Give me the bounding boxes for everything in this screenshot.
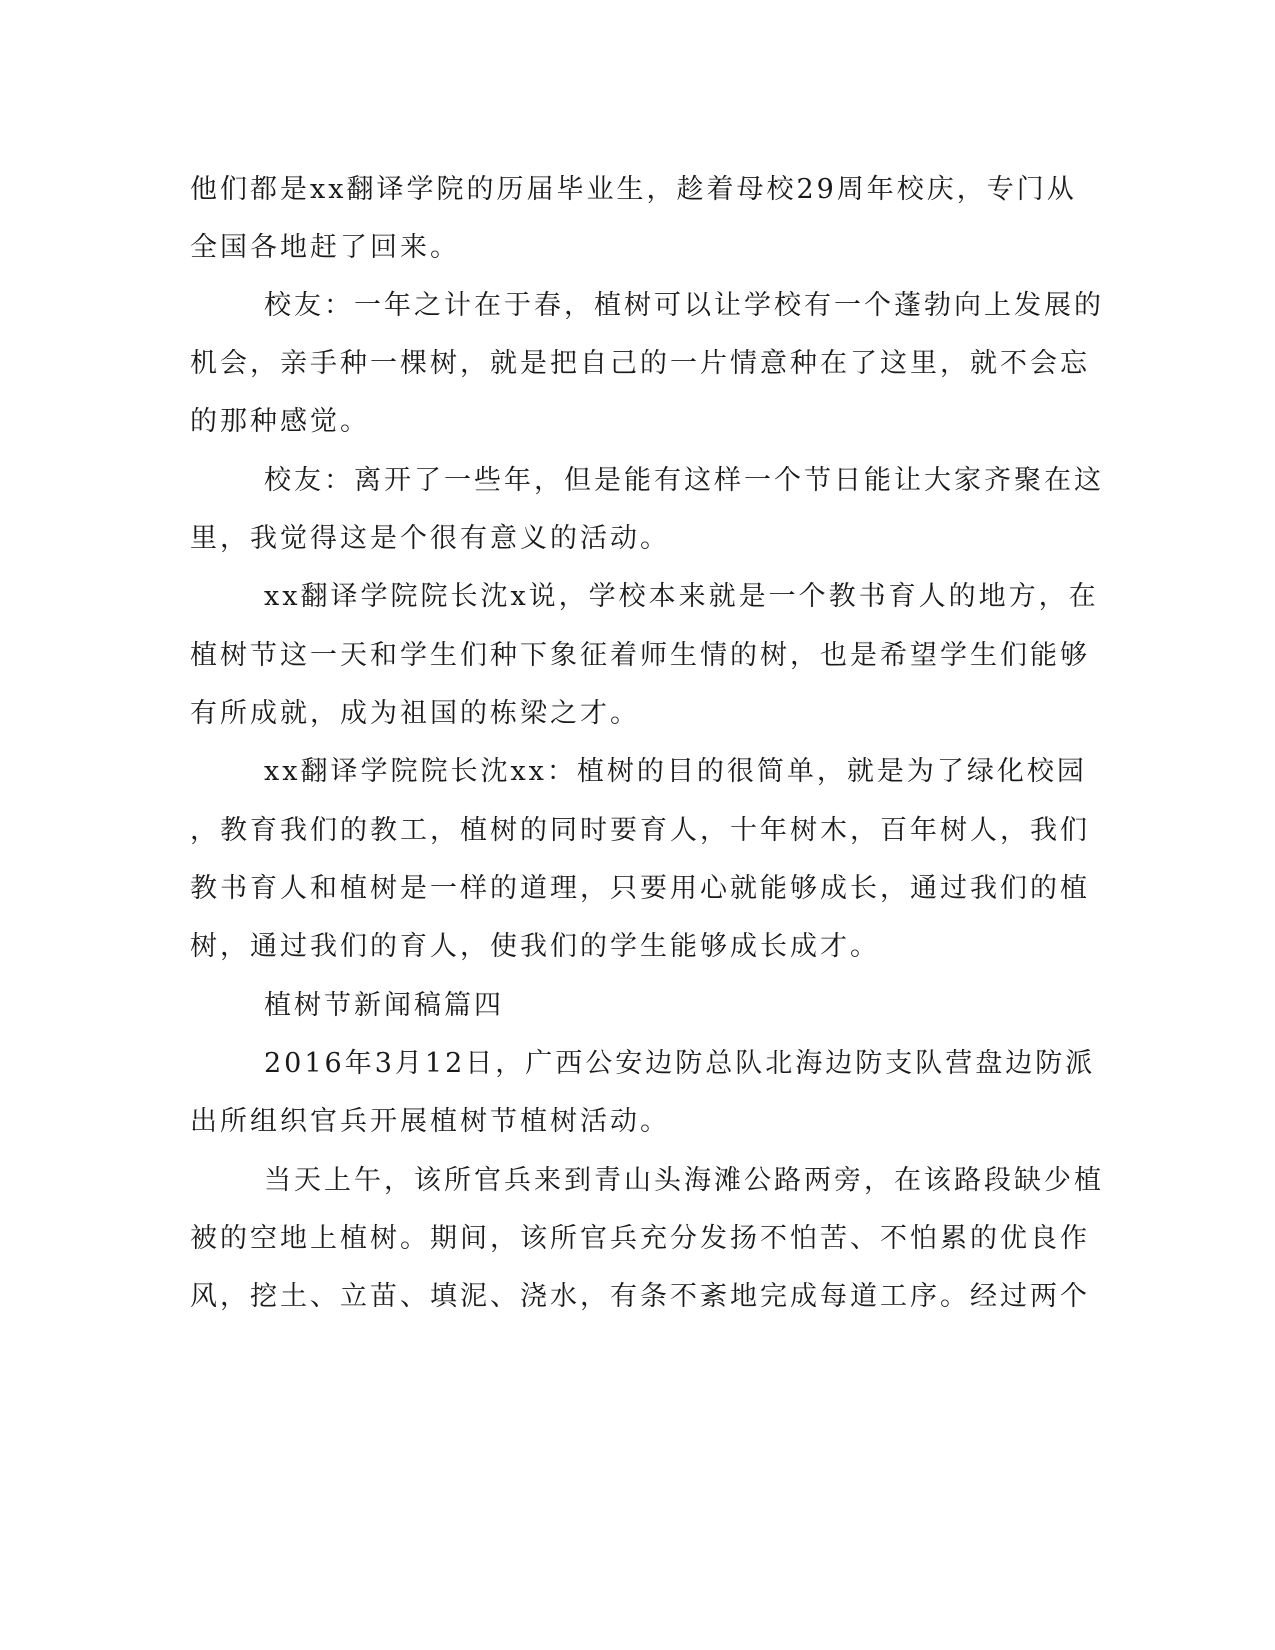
text-line: xx翻译学院院长沈xx：植树的目的很简单，就是为了绿化校园	[264, 756, 1087, 787]
text-line: xx翻译学院院长沈x说，学校本来就是一个教书育人的地方，在	[264, 581, 1099, 612]
section-heading: 植树节新闻稿篇四	[264, 990, 504, 1021]
text-line: 他们都是xx翻译学院的历届毕业生，趁着母校29周年校庆，专门从	[190, 174, 1077, 205]
text-line: 校友：离开了一些年，但是能有这样一个节日能让大家齐聚在这	[264, 465, 1104, 496]
text-line: ，教育我们的教工，植树的同时要育人，十年树木，百年树人，我们	[190, 815, 1090, 846]
text-line: 里，我觉得这是个很有意义的活动。	[190, 523, 670, 554]
text-line: 2016年3月12日，广西公安边防总队北海边防支队营盘边防派	[264, 1048, 1096, 1079]
text-line: 植树节这一天和学生们种下象征着师生情的树，也是希望学生们能够	[190, 640, 1090, 671]
text-line: 树，通过我们的育人，使我们的学生能够成长成才。	[190, 931, 880, 962]
text-line: 机会，亲手种一棵树，就是把自己的一片情意种在了这里，就不会忘	[190, 348, 1090, 379]
text-line: 全国各地赶了回来。	[190, 232, 460, 263]
text-line: 教书育人和植树是一样的道理，只要用心就能够成长，通过我们的植	[190, 873, 1090, 904]
text-line: 校友：一年之计在于春，植树可以让学校有一个蓬勃向上发展的	[264, 290, 1104, 321]
text-line: 风，挖土、立苗、填泥、浇水，有条不紊地完成每道工序。经过两个	[190, 1281, 1090, 1312]
text-line: 被的空地上植树。期间，该所官兵充分发扬不怕苦、不怕累的优良作	[190, 1223, 1090, 1254]
text-line: 有所成就，成为祖国的栋梁之才。	[190, 698, 640, 729]
text-line: 出所组织官兵开展植树节植树活动。	[190, 1106, 670, 1137]
text-line: 当天上午，该所官兵来到青山头海滩公路两旁，在该路段缺少植	[264, 1165, 1104, 1196]
text-line: 的那种感觉。	[190, 406, 370, 437]
